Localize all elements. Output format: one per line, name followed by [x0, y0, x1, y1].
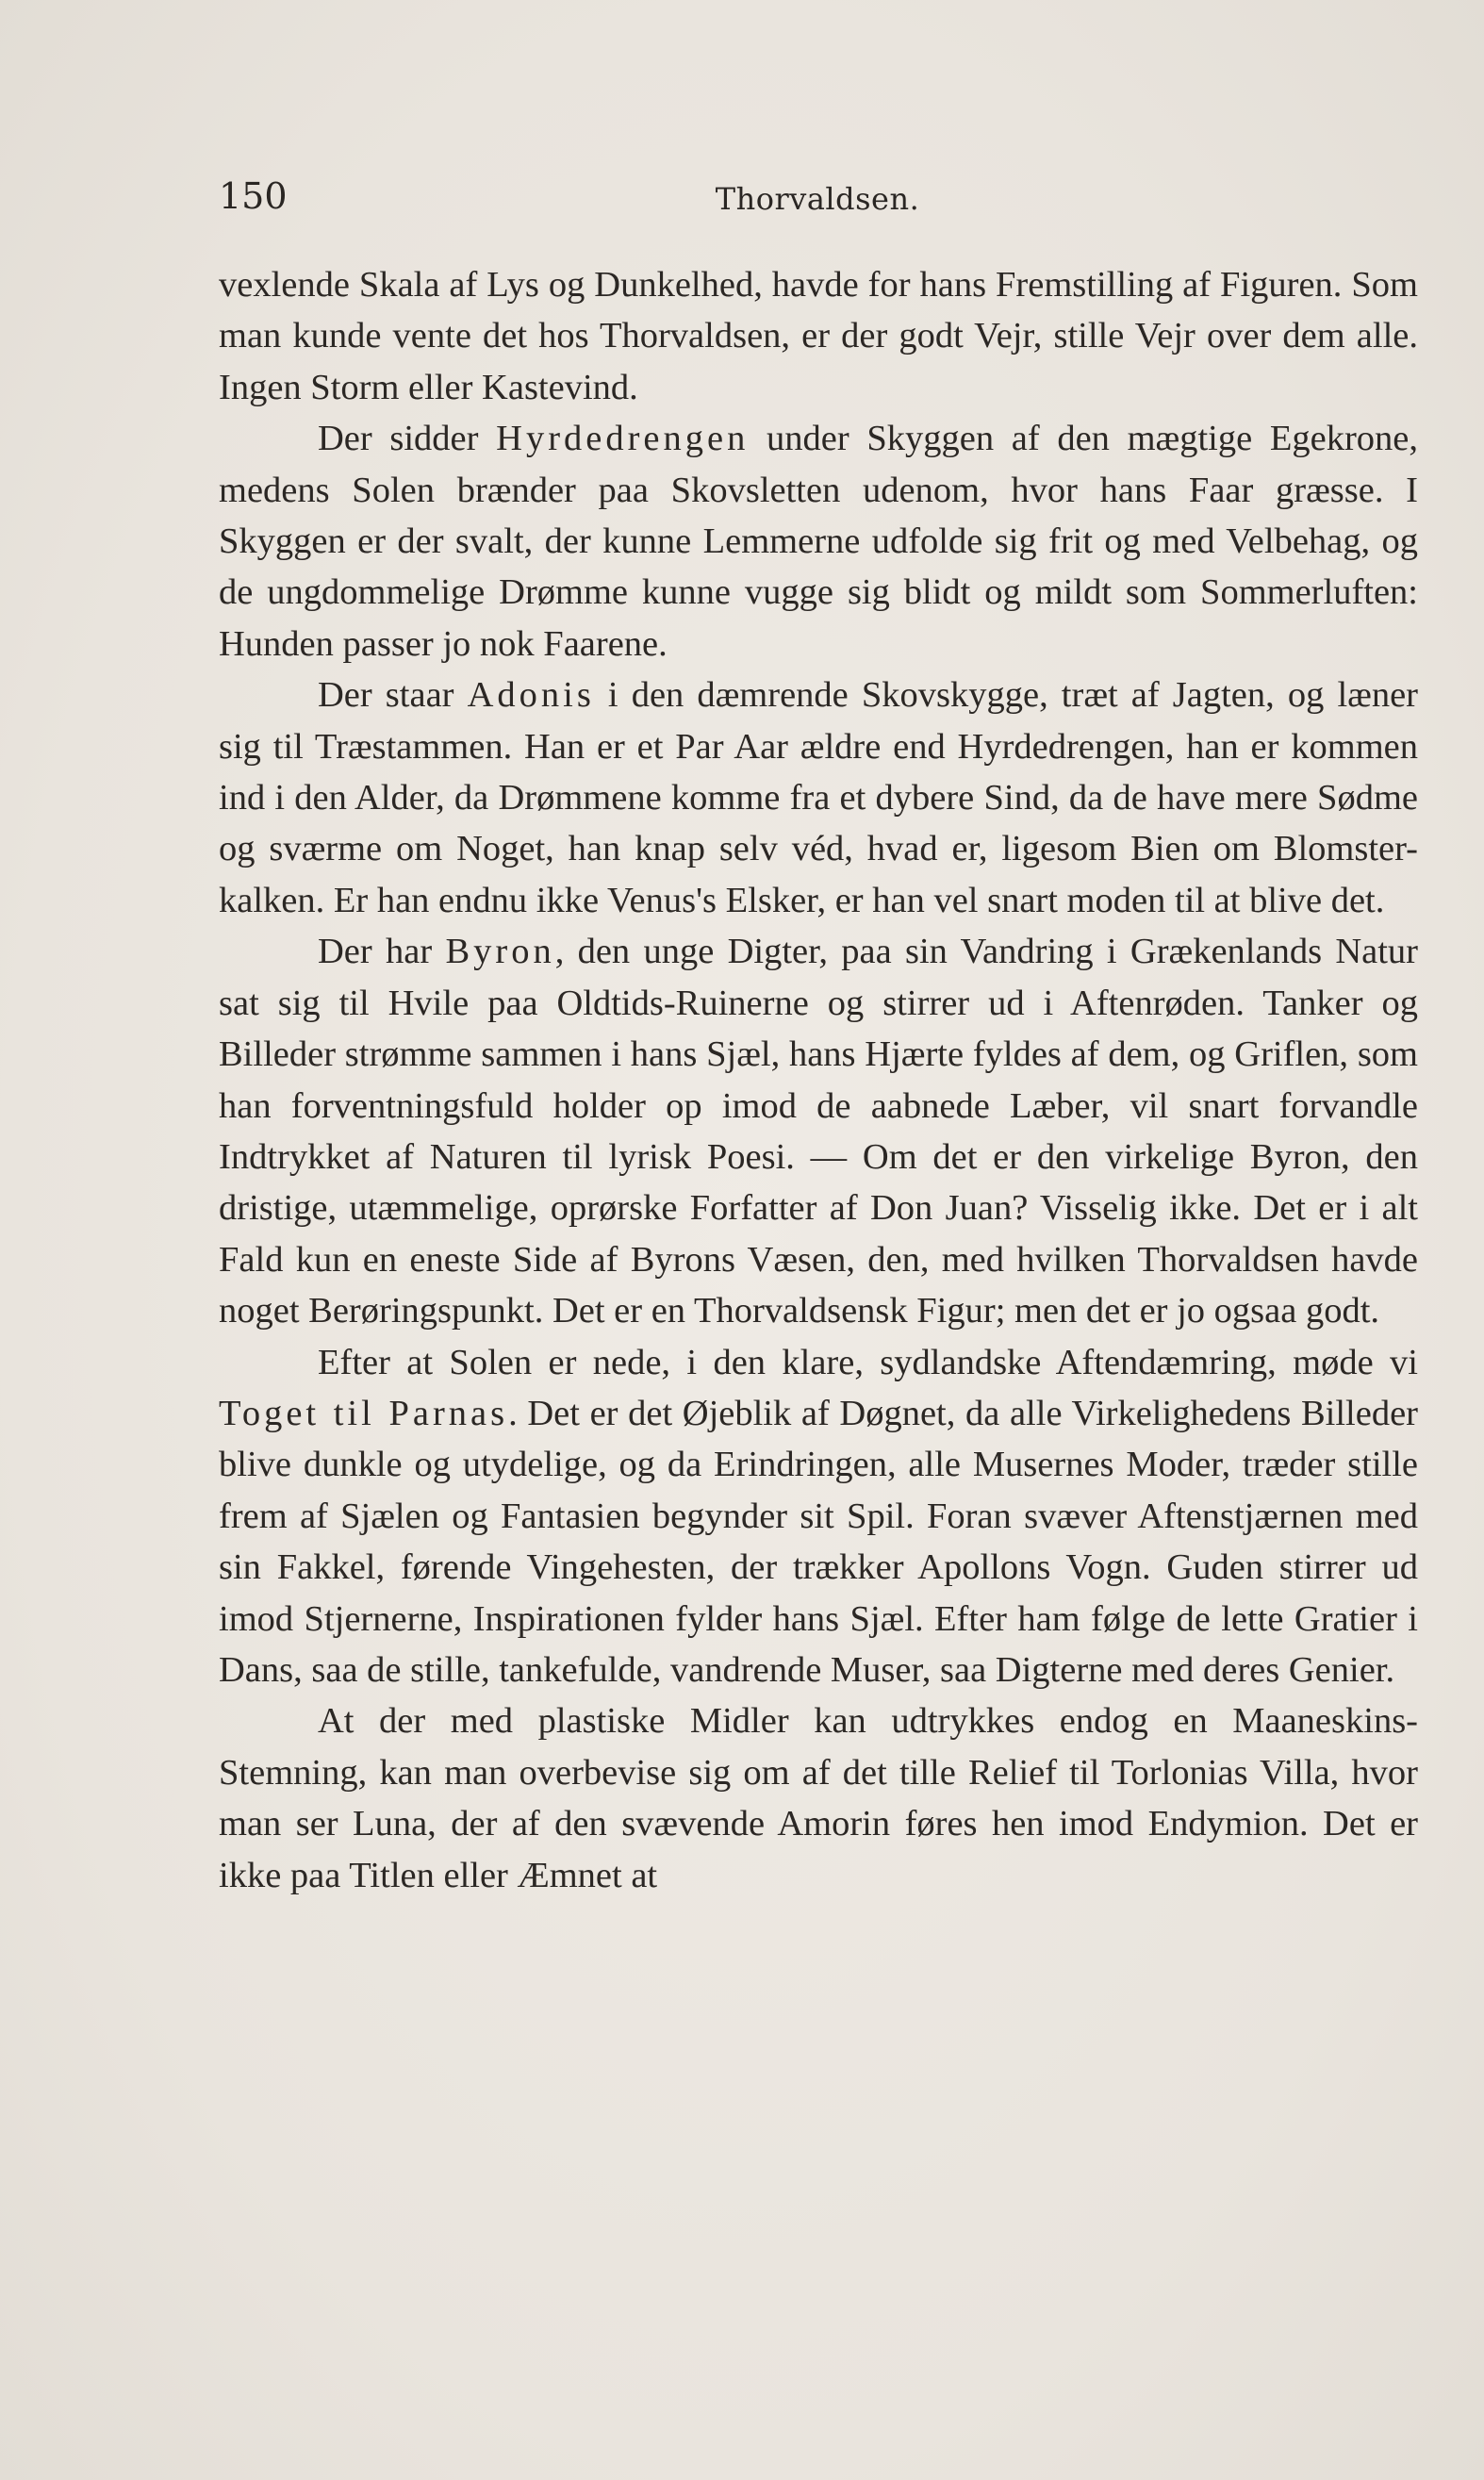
paragraph-text: Der staar: [318, 675, 468, 716]
paragraph-text: vexlende Skala af Lys og Dunkelhed, havde for hans Fremstilling af Figuren. Som man kunde vente det hos Thorvaldsen, er der godt Vejr, stille Vejr over dem alle. Ingen Storm eller Kastevind.: [219, 265, 1418, 407]
paragraph-text: At der med plastiske Midler kan udtrykkes endog en Maaneskins-Stemning, kan man overbevise sig om af det tille Relief til Torlonias Villa, hvor man ser Luna, der af den svævende Amorin føres hen imod Endymion. Det er ikke paa Titlen eller Æmnet at: [219, 1701, 1418, 1895]
body-text: [219, 259, 1418, 1901]
emphasized-subject: Hyrdedrengen: [496, 419, 750, 459]
page-header: [219, 175, 1416, 232]
page-number: 150: [219, 175, 288, 217]
paragraph-text: under Skyggen af den mægtige Egekrone, medens Solen brænder paa Skovsletten udenom, hvor hans Faar græsse. I Skyggen er der svalt, der kunne Lemmerne udfolde sig frit og med Velbehag, og de ungdommelige Drømme kunne vugge sig blidt og mildt som Sommerluften: Hunden passer jo nok Faarene.: [219, 419, 1418, 664]
running-title: Thorvaldsen.: [715, 181, 920, 217]
emphasized-subject: Adonis: [467, 675, 595, 716]
paragraph-text: i den dæmrende Skovskygge, træt af Jagten, og læner sig til Træstammen. Han er et Par Aar ældre end Hyrdedrengen, han er kommen ind i den Alder, da Drømmene komme fra et dybere Sind, da de have mere Sødme og sværme om Noget, han knap selv véd, hvad er, ligesom Bien om Blomster-kalken. Er han endnu ikke Venus's Elsker, er han vel snart moden til at blive det.: [219, 675, 1418, 920]
paragraph-4: [219, 926, 1418, 1336]
paragraph-6: [219, 1695, 1418, 1901]
paragraph-text: Efter at Solen er nede, i den klare, sydlandske Aftendæmring, møde vi: [318, 1342, 1418, 1382]
paragraph-5: [219, 1337, 1418, 1696]
paragraph-1: [219, 259, 1418, 413]
paragraph-text: Der sidder: [318, 419, 497, 459]
paragraph-3: [219, 670, 1418, 926]
paragraph-text: Der har: [318, 932, 446, 972]
emphasized-subject: Toget til Parnas: [219, 1393, 509, 1433]
paragraph-text: , den unge Digter, paa sin Vandring i Grækenlands Natur sat sig til Hvile paa Oldtids-Ruinerne og stirrer ud i Aftenrøden. Tanker og Billeder strømme sammen i hans Sjæl, hans Hjærte fyldes af dem, og Griflen, som han forventningsfuld holder op imod de aabnede Læber, vil snart forvandle Indtrykket af Naturen til lyrisk Poesi. — Om det er den virkelige Byron, den dristige, utæmmelige, oprørske Forfatter af Don Juan? Visselig ikke. Det er i alt Fald kun en eneste Side af Byrons Væsen, den, med hvilken Thorvaldsen havde noget Berøringspunkt. Det er en Thorvaldsensk Figur; men det er jo ogsaa godt.: [219, 932, 1418, 1331]
paragraph-text: . Det er det Øjeblik af Døgnet, da alle Virkelighedens Billeder blive dunkle og utydelige, og da Erindringen, alle Musernes Moder, træder stille frem af Sjælen og Fantasien begynder sit Spil. Foran svæver Aftenstjærnen med sin Fakkel, førende Vingehesten, der trækker Apollons Vogn. Guden stirrer ud imod Stjernerne, Inspirationen fylder hans Sjæl. Efter ham følge de lette Gratier i Dans, saa de stille, tankefulde, vandrende Muser, saa Digterne med deres Genier.: [219, 1393, 1418, 1690]
emphasized-subject: Byron: [445, 932, 555, 972]
paragraph-2: [219, 413, 1418, 670]
